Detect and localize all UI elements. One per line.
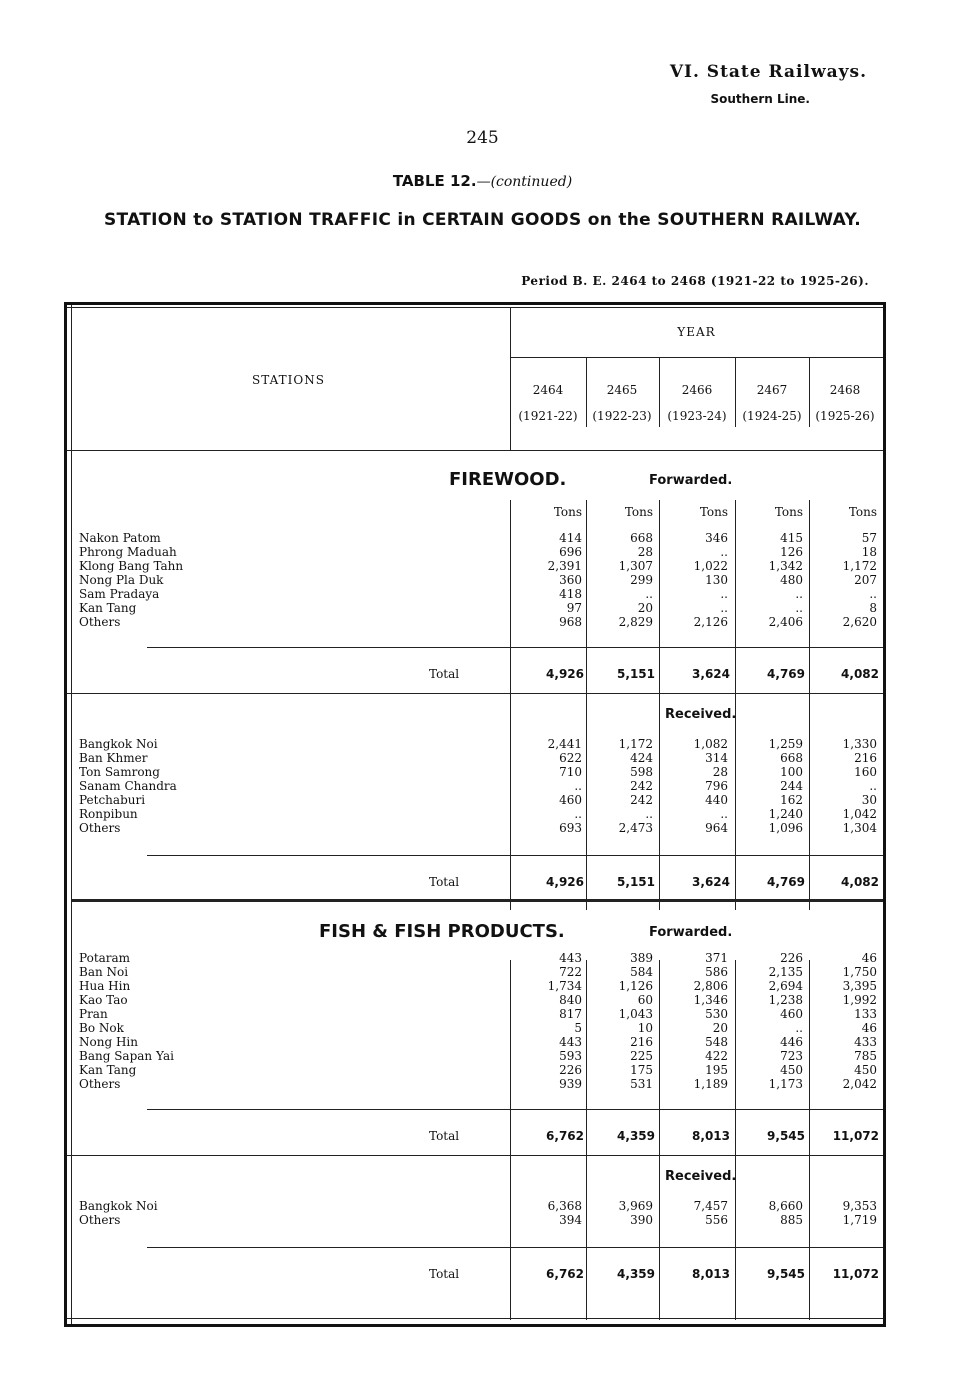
firewood-forwarded-value: 2,620 xyxy=(842,615,877,629)
fish-received-total: 8,013 xyxy=(692,1267,730,1281)
fish-forwarded-station: Kao Tao xyxy=(79,993,128,1007)
firewood-received-total-rule xyxy=(147,855,883,856)
firewood-forwarded-station: Nakon Patom xyxy=(79,531,161,545)
body-col-divider-2 xyxy=(659,500,660,910)
firewood-forwarded-value: 126 xyxy=(780,545,803,559)
fish-received-value: 9,353 xyxy=(842,1199,877,1213)
firewood-forwarded-value: 1,307 xyxy=(618,559,653,573)
firewood-forwarded-total-label: Total xyxy=(429,667,460,681)
firewood-forwarded-value: 2,406 xyxy=(768,615,803,629)
firewood-forwarded-station: Kan Tang xyxy=(79,601,137,615)
firewood-received-value: 1,082 xyxy=(693,737,728,751)
firewood-received-value: 1,304 xyxy=(842,821,877,835)
firewood-forwarded-value: 18 xyxy=(861,545,877,559)
firewood-forwarded-value: 696 xyxy=(559,545,582,559)
firewood-received-value: 1,330 xyxy=(842,737,877,751)
fish-received-total: 4,359 xyxy=(617,1267,655,1281)
fish-forwarded-value: 593 xyxy=(559,1049,582,1063)
fish-forwarded-value: 446 xyxy=(780,1035,803,1049)
fish-forwarded-value: 530 xyxy=(705,1007,728,1021)
firewood-received-total: 3,624 xyxy=(692,875,730,889)
fish-received-total: 9,545 xyxy=(767,1267,805,1281)
fish-forwarded-total: 9,545 xyxy=(767,1129,805,1143)
firewood-forwarded-value: 668 xyxy=(630,531,653,545)
fish-forwarded-value: 548 xyxy=(705,1035,728,1049)
firewood-forwarded-value: 8 xyxy=(869,601,877,615)
year-header: YEAR xyxy=(677,325,716,339)
fish-forwarded-total-label: Total xyxy=(429,1129,460,1143)
firewood-forwarded-total: 4,769 xyxy=(767,667,805,681)
fish-forwarded-value: .. xyxy=(795,1021,803,1035)
fish-forwarded-value: 226 xyxy=(780,951,803,965)
firewood-forwarded-value: 207 xyxy=(854,573,877,587)
firewood-received-value: 314 xyxy=(705,751,728,765)
firewood-received-station: Ban Khmer xyxy=(79,751,148,765)
fish-forwarded-value: 460 xyxy=(780,1007,803,1021)
section-divider xyxy=(71,899,883,902)
firewood-received-value: 710 xyxy=(559,765,582,779)
firewood-forwarded-value: 130 xyxy=(705,573,728,587)
firewood-received-value: 440 xyxy=(705,793,728,807)
fish-forwarded-value: 1,346 xyxy=(693,993,728,1007)
fish-forwarded-station: Bo Nok xyxy=(79,1021,124,1035)
firewood-received-value: 1,172 xyxy=(618,737,653,751)
page-number: 245 xyxy=(466,128,499,148)
firewood-forwarded-value: .. xyxy=(720,545,728,559)
firewood-forwarded-value: 1,022 xyxy=(693,559,728,573)
body-col-divider-3 xyxy=(735,500,736,910)
fish-received-value: 7,457 xyxy=(693,1199,728,1213)
firewood-received-value: 242 xyxy=(630,779,653,793)
fish-forwarded-total: 6,762 xyxy=(546,1129,584,1143)
firewood-received-value: .. xyxy=(574,807,582,821)
firewood-forwarded-value: 480 xyxy=(780,573,803,587)
firewood-received-total: 4,769 xyxy=(767,875,805,889)
firewood-forwarded-value: 2,126 xyxy=(693,615,728,629)
unit-tons-2: Tons xyxy=(699,505,728,519)
table-number: TABLE 12. xyxy=(392,172,477,190)
year-be-2464: 2464 xyxy=(532,383,564,397)
table-continued: —(continued) xyxy=(476,174,573,190)
fish-forwarded-total: 11,072 xyxy=(832,1129,879,1143)
fish-forwarded-value: 389 xyxy=(630,951,653,965)
fish-received-value: 1,719 xyxy=(842,1213,877,1227)
fish-forwarded-value: 1,126 xyxy=(618,979,653,993)
firewood-received-value: 460 xyxy=(559,793,582,807)
fish-forwarded-value: 722 xyxy=(559,965,582,979)
firewood-forwarded-total: 5,151 xyxy=(617,667,655,681)
fish-forwarded-label: Forwarded. xyxy=(649,925,733,940)
firewood-received-station: Ronpibun xyxy=(79,807,138,821)
fish-received-total: 6,762 xyxy=(546,1267,584,1281)
firewood-received-value: 964 xyxy=(705,821,728,835)
firewood-forwarded-value: 2,391 xyxy=(547,559,582,573)
unit-tons-0: Tons xyxy=(553,505,582,519)
firewood-received-value: 1,240 xyxy=(768,807,803,821)
fish-received-total-rule xyxy=(147,1247,883,1248)
body-col-divider-fish-2 xyxy=(659,960,660,1320)
body-col-divider-fish-3 xyxy=(735,960,736,1320)
fish-received-value: 390 xyxy=(630,1213,653,1227)
section-header-subtitle: Southern Line. xyxy=(710,92,810,106)
fish-received-value: 8,660 xyxy=(768,1199,803,1213)
fish-forwarded-value: 840 xyxy=(559,993,582,1007)
firewood-received-value: 162 xyxy=(780,793,803,807)
table-inner-top-rule xyxy=(67,307,883,308)
firewood-forwarded-value: 57 xyxy=(861,531,877,545)
fish-forwarded-station: Kan Tang xyxy=(79,1063,137,1077)
fish-forwarded-value: 1,173 xyxy=(768,1077,803,1091)
fish-section-title: FISH & FISH PRODUCTS. xyxy=(319,921,565,942)
fish-forwarded-value: 1,992 xyxy=(842,993,877,1007)
firewood-forwarded-station: Sam Pradaya xyxy=(79,587,160,601)
firewood-forwarded-total: 4,082 xyxy=(841,667,879,681)
firewood-received-value: 1,096 xyxy=(768,821,803,835)
fish-forwarded-value: 10 xyxy=(637,1021,653,1035)
period-caption: Period B. E. 2464 to 2468 (1921-22 to 1925-26). xyxy=(521,274,869,288)
firewood-received-value: 244 xyxy=(780,779,803,793)
fish-forwarded-value: 443 xyxy=(559,1035,582,1049)
fish-received-total-label: Total xyxy=(429,1267,460,1281)
firewood-forwarded-total-rule xyxy=(147,647,883,648)
firewood-forwarded-value: 1,172 xyxy=(842,559,877,573)
firewood-received-value: .. xyxy=(869,779,877,793)
body-col-divider-0 xyxy=(510,500,511,910)
year-ce-2468: (1925-26) xyxy=(815,409,875,423)
fish-forwarded-value: 175 xyxy=(630,1063,653,1077)
fish-forwarded-value: 371 xyxy=(705,951,728,965)
firewood-received-station: Petchaburi xyxy=(79,793,146,807)
table-inner-bottom-rule xyxy=(67,1318,883,1319)
fish-forwarded-value: 46 xyxy=(861,951,877,965)
firewood-forwarded-value: 415 xyxy=(780,531,803,545)
fish-forwarded-value: 450 xyxy=(854,1063,877,1077)
fish-forwarded-value: 939 xyxy=(559,1077,582,1091)
firewood-forwarded-value: 299 xyxy=(630,573,653,587)
firewood-received-value: 668 xyxy=(780,751,803,765)
fish-forwarded-value: 1,189 xyxy=(693,1077,728,1091)
firewood-forwarded-value: .. xyxy=(720,587,728,601)
firewood-received-value: 796 xyxy=(705,779,728,793)
fish-forwarded-value: 216 xyxy=(630,1035,653,1049)
fish-forwarded-value: 3,395 xyxy=(842,979,877,993)
fish-forwarded-station: Hua Hin xyxy=(79,979,131,993)
fish-forwarded-station: Pran xyxy=(79,1007,108,1021)
header-bottom-rule xyxy=(67,450,883,451)
firewood-forwarded-value: 346 xyxy=(705,531,728,545)
stations-header: STATIONS xyxy=(252,373,325,387)
fish-forwarded-value: 2,806 xyxy=(693,979,728,993)
fish-forwarded-value: 586 xyxy=(705,965,728,979)
firewood-forwarded-value: .. xyxy=(645,587,653,601)
fish-forwarded-total: 8,013 xyxy=(692,1129,730,1143)
firewood-forwarded-value: 968 xyxy=(559,615,582,629)
firewood-received-value: 30 xyxy=(861,793,877,807)
fish-forwarded-value: 723 xyxy=(780,1049,803,1063)
fish-forwarded-value: 785 xyxy=(854,1049,877,1063)
year-be-2468: 2468 xyxy=(829,383,861,397)
firewood-received-value: 598 xyxy=(630,765,653,779)
firewood-forwarded-label: Forwarded. xyxy=(649,473,733,488)
fish-forwarded-value: 2,042 xyxy=(842,1077,877,1091)
fish-forwarded-value: 1,734 xyxy=(547,979,582,993)
year-ce-2465: (1922-23) xyxy=(592,409,652,423)
firewood-forwarded-value: 28 xyxy=(637,545,653,559)
firewood-forwarded-station: Nong Pla Duk xyxy=(79,573,164,587)
fish-forwarded-total-rule xyxy=(147,1109,883,1110)
fish-forwarded-value: 1,750 xyxy=(842,965,877,979)
firewood-received-value: 622 xyxy=(559,751,582,765)
fish-forwarded-value: 450 xyxy=(780,1063,803,1077)
fish-forwarded-value: 226 xyxy=(559,1063,582,1077)
body-col-divider-fish-0 xyxy=(510,960,511,1320)
fish-forwarded-value: 1,238 xyxy=(768,993,803,1007)
traffic-table xyxy=(64,302,886,1327)
firewood-received-value: .. xyxy=(574,779,582,793)
fish-forwarded-value: 20 xyxy=(712,1021,728,1035)
firewood-forwarded-value: 2,829 xyxy=(618,615,653,629)
body-col-divider-fish-4 xyxy=(809,960,810,1320)
firewood-received-station: Ton Samrong xyxy=(79,765,160,779)
body-col-divider-4 xyxy=(809,500,810,910)
year-be-2467: 2467 xyxy=(756,383,788,397)
firewood-forwarded-value: .. xyxy=(795,601,803,615)
fish-received-value: 3,969 xyxy=(618,1199,653,1213)
firewood-received-total: 4,926 xyxy=(546,875,584,889)
fish-forwarded-value: 5 xyxy=(574,1021,582,1035)
firewood-forwarded-total-bottom xyxy=(67,693,883,694)
table-label xyxy=(0,172,965,190)
fish-forwarded-value: 1,043 xyxy=(618,1007,653,1021)
fish-forwarded-value: 2,694 xyxy=(768,979,803,993)
fish-forwarded-station: Nong Hin xyxy=(79,1035,138,1049)
fish-forwarded-value: 584 xyxy=(630,965,653,979)
firewood-forwarded-station: Others xyxy=(79,615,121,629)
fish-received-value: 885 xyxy=(780,1213,803,1227)
year-be-2465: 2465 xyxy=(606,383,638,397)
section-header-title: VI. State Railways. xyxy=(669,62,867,82)
firewood-forwarded-value: 20 xyxy=(637,601,653,615)
body-col-divider-fish-1 xyxy=(586,960,587,1320)
firewood-received-value: 160 xyxy=(854,765,877,779)
fish-forwarded-value: 195 xyxy=(705,1063,728,1077)
firewood-forwarded-value: 97 xyxy=(566,601,582,615)
firewood-forwarded-value: 1,342 xyxy=(768,559,803,573)
firewood-forwarded-value: 418 xyxy=(559,587,582,601)
fish-forwarded-total-bottom xyxy=(67,1155,883,1156)
firewood-received-value: 1,259 xyxy=(768,737,803,751)
firewood-received-value: 2,441 xyxy=(547,737,582,751)
fish-forwarded-value: 531 xyxy=(630,1077,653,1091)
firewood-forwarded-value: 414 xyxy=(559,531,582,545)
fish-received-station: Others xyxy=(79,1213,121,1227)
fish-received-value: 556 xyxy=(705,1213,728,1227)
firewood-forwarded-total: 3,624 xyxy=(692,667,730,681)
fish-forwarded-value: 133 xyxy=(854,1007,877,1021)
firewood-received-station: Bangkok Noi xyxy=(79,737,158,751)
fish-forwarded-station: Others xyxy=(79,1077,121,1091)
firewood-forwarded-total: 4,926 xyxy=(546,667,584,681)
firewood-received-value: 1,042 xyxy=(842,807,877,821)
firewood-received-value: .. xyxy=(720,807,728,821)
fish-forwarded-value: 443 xyxy=(559,951,582,965)
firewood-received-total-label: Total xyxy=(429,875,460,889)
year-ce-2464: (1921-22) xyxy=(518,409,578,423)
fish-forwarded-value: 60 xyxy=(637,993,653,1007)
firewood-received-total: 4,082 xyxy=(841,875,879,889)
unit-tons-3: Tons xyxy=(774,505,803,519)
fish-forwarded-value: 225 xyxy=(630,1049,653,1063)
fish-received-value: 394 xyxy=(559,1213,582,1227)
firewood-received-station: Others xyxy=(79,821,121,835)
firewood-received-station: Sanam Chandra xyxy=(79,779,177,793)
body-col-divider-1 xyxy=(586,500,587,910)
fish-forwarded-value: 422 xyxy=(705,1049,728,1063)
fish-forwarded-value: 433 xyxy=(854,1035,877,1049)
year-underline xyxy=(510,357,883,358)
firewood-forwarded-value: .. xyxy=(869,587,877,601)
firewood-forwarded-station: Phrong Maduah xyxy=(79,545,177,559)
firewood-received-value: 693 xyxy=(559,821,582,835)
firewood-received-total: 5,151 xyxy=(617,875,655,889)
year-ce-2466: (1923-24) xyxy=(667,409,727,423)
firewood-received-value: 424 xyxy=(630,751,653,765)
unit-tons-1: Tons xyxy=(624,505,653,519)
fish-forwarded-value: 46 xyxy=(861,1021,877,1035)
fish-received-station: Bangkok Noi xyxy=(79,1199,158,1213)
year-be-2466: 2466 xyxy=(681,383,713,397)
firewood-received-value: 28 xyxy=(712,765,728,779)
firewood-forwarded-value: 360 xyxy=(559,573,582,587)
firewood-received-value: 100 xyxy=(780,765,803,779)
firewood-received-value: 2,473 xyxy=(618,821,653,835)
fish-received-label: Received. xyxy=(665,1169,737,1184)
table-inner-left-rule xyxy=(71,305,72,1324)
fish-forwarded-value: 2,135 xyxy=(768,965,803,979)
firewood-forwarded-station: Klong Bang Tahn xyxy=(79,559,184,573)
firewood-received-value: .. xyxy=(645,807,653,821)
firewood-section-title: FIREWOOD. xyxy=(449,469,567,490)
fish-forwarded-value: 817 xyxy=(559,1007,582,1021)
fish-forwarded-station: Ban Noi xyxy=(79,965,129,979)
fish-received-total: 11,072 xyxy=(832,1267,879,1281)
fish-forwarded-total: 4,359 xyxy=(617,1129,655,1143)
unit-tons-4: Tons xyxy=(848,505,877,519)
fish-forwarded-station: Potaram xyxy=(79,951,131,965)
firewood-forwarded-value: .. xyxy=(795,587,803,601)
firewood-received-value: 216 xyxy=(854,751,877,765)
year-ce-2467: (1924-25) xyxy=(742,409,802,423)
firewood-forwarded-value: .. xyxy=(720,601,728,615)
firewood-received-value: 242 xyxy=(630,793,653,807)
firewood-received-label: Received. xyxy=(665,707,737,722)
fish-received-value: 6,368 xyxy=(547,1199,582,1213)
fish-forwarded-station: Bang Sapan Yai xyxy=(79,1049,174,1063)
page-title: STATION to STATION TRAFFIC in CERTAIN GOODS on the SOUTHERN RAILWAY. xyxy=(103,210,862,230)
